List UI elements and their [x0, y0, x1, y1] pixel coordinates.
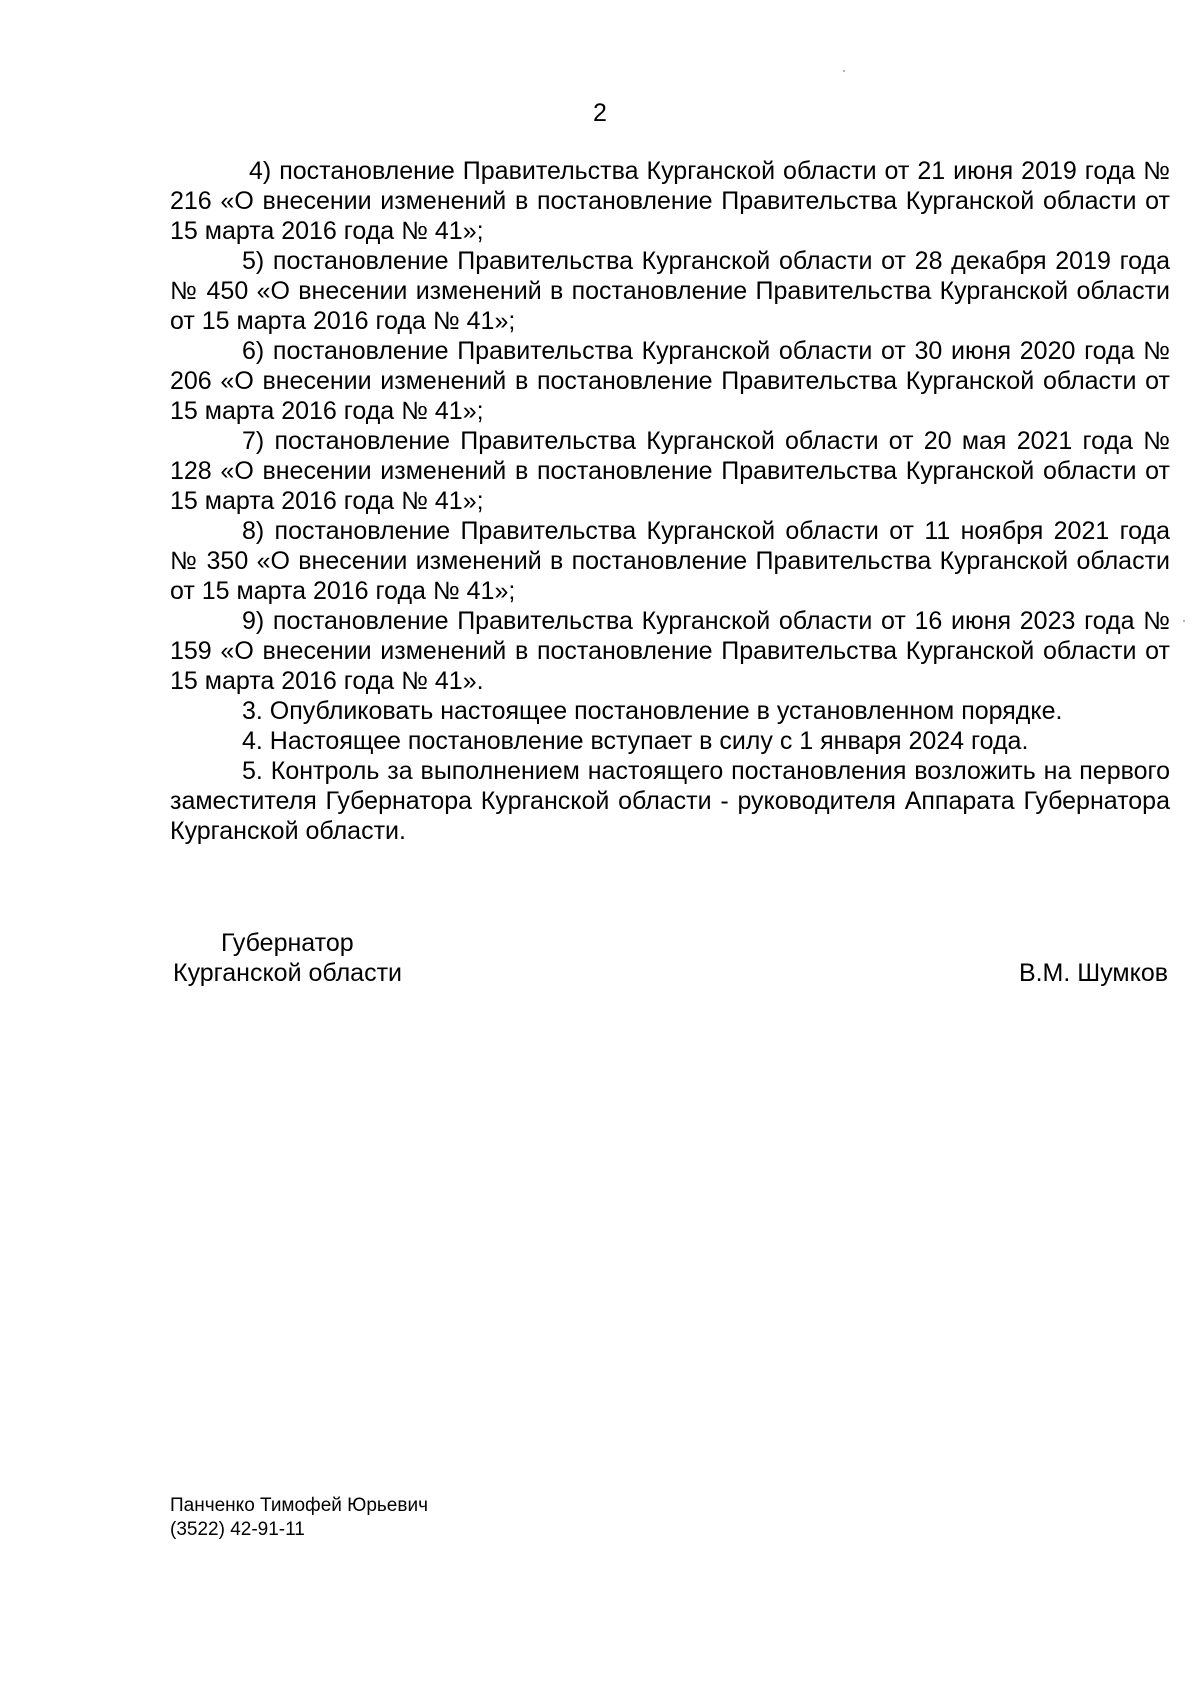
executor-phone: (3522) 42-91-11 [170, 1519, 305, 1540]
document-body [170, 156, 1170, 846]
signatory-region: Курганской области [173, 959, 403, 987]
clause-4: 4. Настоящее постановление вступает в силу с 1 января 2024 года. [242, 727, 1029, 755]
list-item-6: 6) постановление Правительства Курганской области от 30 июня 2020 года № 206 «О внесении изменений в постановление Правительства Курганской области от 15 марта 2016 года № 41»; [170, 337, 1170, 425]
page-number: 2 [593, 99, 607, 127]
signatory-title [173, 928, 402, 988]
clause-5: 5. Контроль за выполнением настоящего постановления возложить на первого заместителя Губернатора Курганской области - руководителя Аппарата Губернатора Курганской области. [170, 757, 1170, 845]
list-item-8: 8) постановление Правительства Курганской области от 11 ноября 2021 года № 350 «О внесении изменений в постановление Правительства Курганской области от 15 марта 2016 года № 41»; [170, 517, 1170, 605]
signatory-name: В.М. Шумков [1018, 959, 1168, 987]
signatory-position: Губернатор [221, 929, 354, 957]
executor-name: Панченко Тимофей Юрьевич [170, 1495, 428, 1516]
list-item-4: 4) постановление Правительства Курганской области от 21 июня 2019 года № 216 «О внесении изменений в постановление Правительства Курганской области от 15 марта 2016 года № 41»; [170, 157, 1170, 245]
clause-3: 3. Опубликовать настоящее постановление в установленном порядке. [242, 697, 1063, 725]
executor-block [170, 1494, 428, 1542]
list-item-9: 9) постановление Правительства Курганской области от 16 июня 2023 года № 159 «О внесении изменений в постановление Правительства Курганской области от 15 марта 2016 года № 41». [170, 607, 1170, 695]
scan-speck [843, 70, 845, 72]
scan-speck [1183, 620, 1185, 622]
list-item-7: 7) постановление Правительства Курганской области от 20 мая 2021 года № 128 «О внесении изменений в постановление Правительства Курганской области от 15 марта 2016 года № 41»; [170, 427, 1170, 515]
list-item-5: 5) постановление Правительства Курганской области от 28 декабря 2019 года № 450 «О внесении изменений в постановление Правительства Курганской области от 15 марта 2016 года № 41»; [170, 247, 1170, 335]
